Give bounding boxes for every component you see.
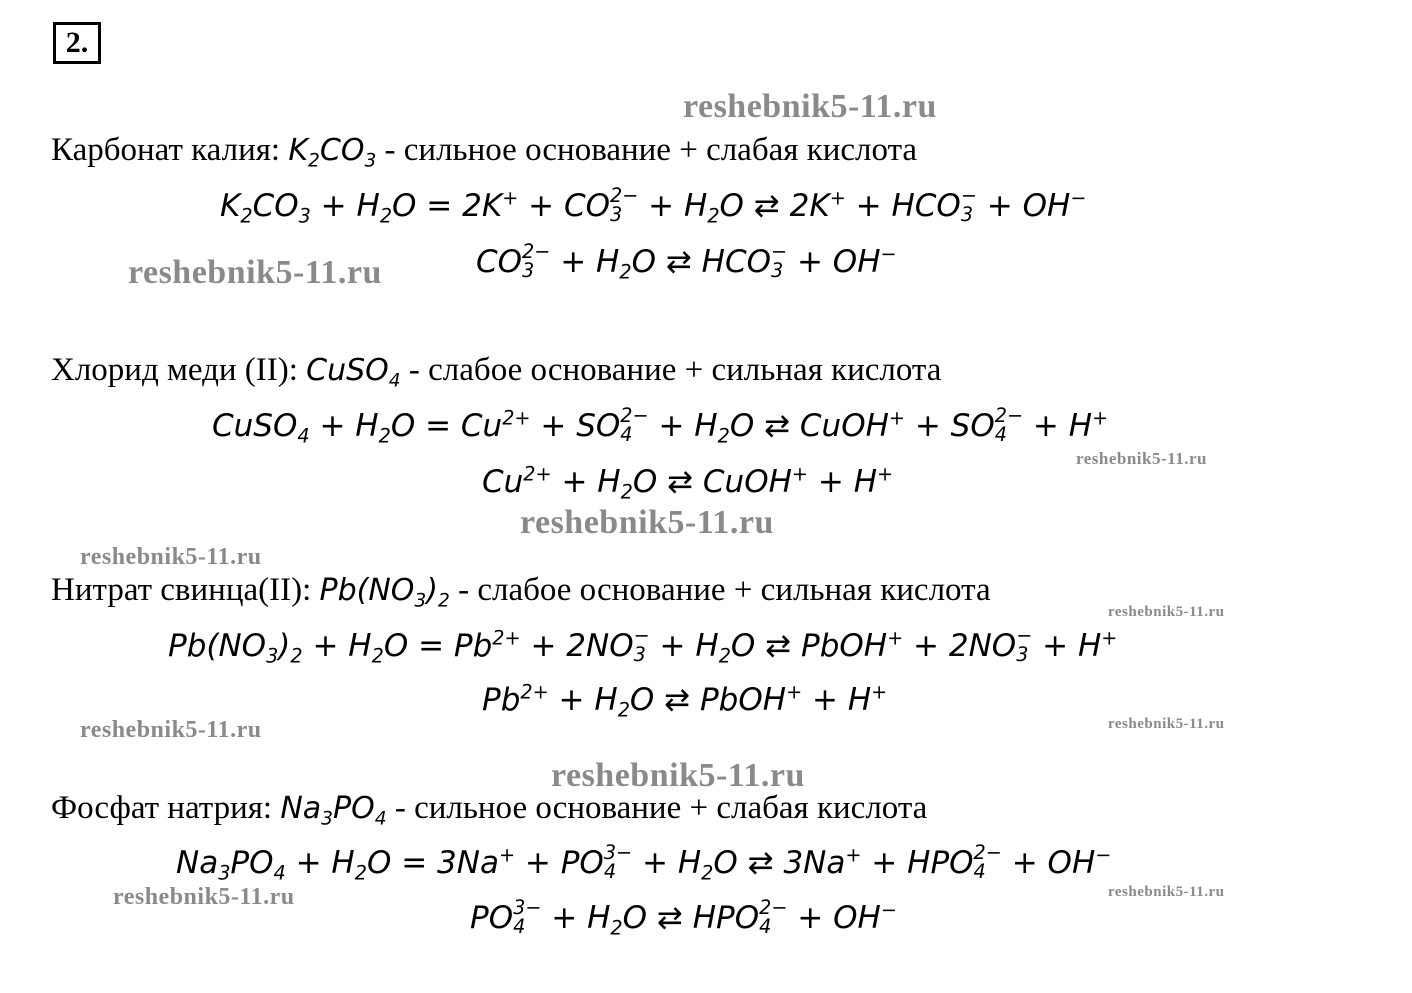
section-heading: Нитрат свинца(II): $Pb(NO_3)_2$ - слабое основание + сильная кислота bbox=[51, 572, 991, 612]
watermark: reshebnik5-11.ru bbox=[1108, 716, 1225, 732]
watermark: reshebnik5-11.ru bbox=[683, 88, 937, 125]
salt-type: сильное основание + слабая кислота bbox=[403, 132, 918, 168]
equation: CuSO$_4$ + $H_2O = Cu^{2+}$ + SO 2− 4 + $H_2O$ ⇄ CuOH+ + SO 2− 4 + H+ bbox=[212, 404, 1109, 448]
watermark: reshebnik5-11.ru bbox=[80, 544, 262, 570]
equation: $Pb^{2+} + H_2O$ ⇄ PbOH+ + H+ bbox=[482, 680, 888, 722]
salt-type: слабое основание + сильная кислота bbox=[428, 352, 942, 388]
equation: $K_2CO_3 + H_2O = 2K^+$ + CO 2− 3 + $H_2O$ ⇄ 2K+ + HCO − 3 + OH− bbox=[220, 184, 1087, 228]
equation: $Na_3PO_4 + H_2O = 3Na^+$ + PO 3− 4 + $H_2O$ ⇄ 3Na+ + HPO 2− 4 + OH− bbox=[176, 841, 1112, 885]
watermark: reshebnik5-11.ru bbox=[520, 504, 774, 541]
compound-name: Хлорид меди (II): bbox=[51, 352, 298, 388]
section-heading: Хлорид меди (II): CuSO$_4$ - слабое основание + сильная кислота bbox=[51, 352, 942, 392]
watermark: reshebnik5-11.ru bbox=[128, 254, 382, 291]
compound-name: Нитрат свинца(II): bbox=[51, 572, 312, 608]
watermark: reshebnik5-11.ru bbox=[1108, 884, 1225, 900]
watermark: reshebnik5-11.ru bbox=[80, 717, 262, 743]
formula: CuSO$_4$ bbox=[306, 353, 401, 392]
formula: $K_2CO_3$ bbox=[288, 133, 377, 172]
watermark: reshebnik5-11.ru bbox=[1108, 604, 1225, 620]
equation: PO 3− 4 + $H_2O$ ⇄ HPO 2− 4 + OH− bbox=[470, 896, 897, 940]
watermark: reshebnik5-11.ru bbox=[551, 757, 805, 794]
salt-type: сильное основание + слабая кислота bbox=[414, 790, 928, 826]
section-heading: Карбонат калия: $K_2CO_3$ - сильное основание + слабая кислота bbox=[51, 132, 918, 172]
watermark: reshebnik5-11.ru bbox=[1076, 449, 1207, 468]
salt-type: слабое основание + сильная кислота bbox=[477, 572, 991, 608]
formula: $Pb(NO_3)_2$ bbox=[319, 573, 450, 612]
equation: $Cu^{2+} + H_2O$ ⇄ CuOH+ + H+ bbox=[482, 462, 894, 504]
compound-name: Карбонат калия: bbox=[51, 132, 281, 168]
equation: $Pb(NO_3)_2 + H_2O = Pb^{2+} + 2NO$ − 3 + $H_2O$ ⇄ PbOH+ + 2NO − 3 + H+ bbox=[168, 624, 1118, 668]
compound-name: Фосфат натрия: bbox=[51, 790, 273, 826]
task-number: 2. bbox=[53, 22, 101, 64]
watermark: reshebnik5-11.ru bbox=[113, 884, 295, 910]
formula: $Na_3PO_4$ bbox=[280, 791, 387, 830]
equation: CO 2− 3 + $H_2O$ ⇄ HCO − 3 + OH− bbox=[476, 240, 897, 284]
section-heading: Фосфат натрия: $Na_3PO_4$ - сильное основание + слабая кислота bbox=[51, 790, 928, 830]
